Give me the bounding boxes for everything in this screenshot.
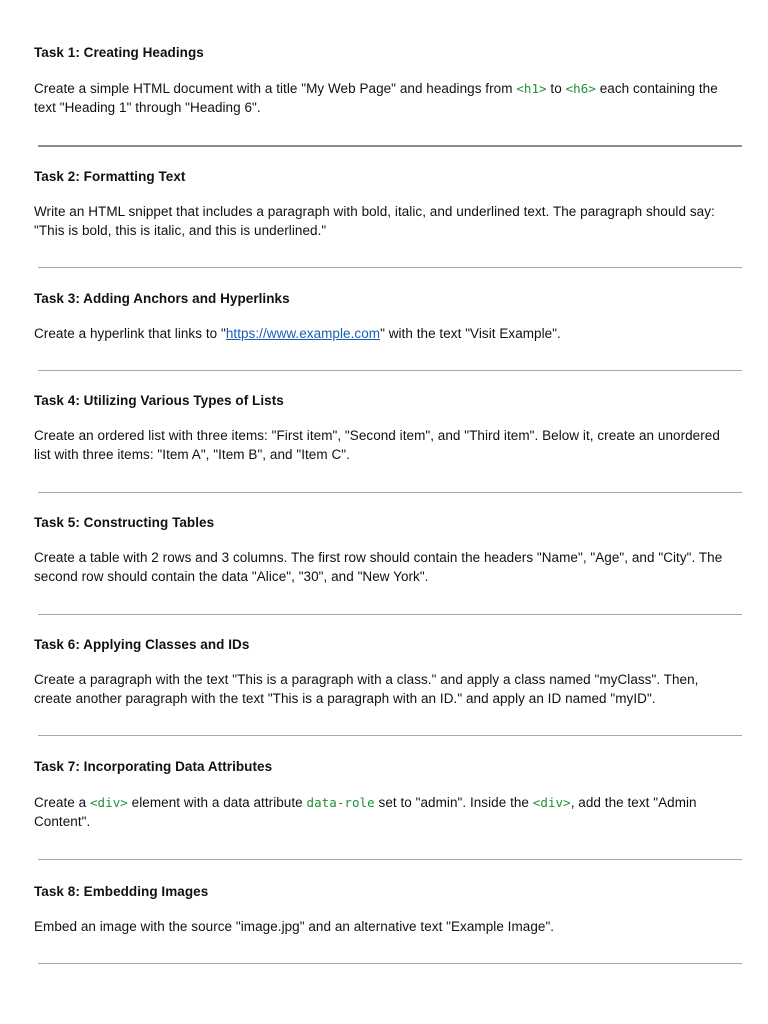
task-7-text-part: set to "admin". Inside the xyxy=(374,795,533,810)
task-1-text-part: to xyxy=(546,81,566,96)
task-8-description: Embed an image with the source "image.jpg" and an alternative text "Example Image". xyxy=(34,919,555,934)
task-6-title: Task 6: Applying Classes and IDs xyxy=(34,637,250,652)
task-2-title: Task 2: Formatting Text xyxy=(34,169,186,184)
divider xyxy=(38,963,742,964)
code-div: <div> xyxy=(532,795,571,810)
task-5-description: Create a table with 2 rows and 3 columns. The first row should contain the headers "Name", "Age", and "City". The second row should contain the data "Alice", "30", and "New York". xyxy=(34,550,723,584)
task-7-title: Task 7: Incorporating Data Attributes xyxy=(34,759,273,774)
code-div: <div> xyxy=(89,795,128,810)
task-7-description xyxy=(34,793,734,831)
task-8-title: Task 8: Embedding Images xyxy=(34,884,209,899)
task-7-text-part: element with a data attribute xyxy=(127,795,307,810)
task-6-description: Create a paragraph with the text "This is a paragraph with a class." and apply a class named "myClass". Then, create another paragraph with the text "This is a paragraph with an ID." and apply an ID named "myID". xyxy=(34,672,699,706)
task-6 xyxy=(34,636,734,706)
divider xyxy=(38,492,742,493)
task-5 xyxy=(34,514,734,584)
divider xyxy=(38,267,742,268)
task-2 xyxy=(34,168,734,238)
example-link[interactable]: https://www.example.com xyxy=(225,326,381,341)
divider xyxy=(38,735,742,736)
task-7-text-part: , add the text "Admin Content". xyxy=(34,795,697,829)
code-h6: <h6> xyxy=(565,81,596,96)
divider xyxy=(38,145,742,147)
divider xyxy=(38,370,742,371)
divider xyxy=(38,859,742,860)
task-1 xyxy=(34,44,734,115)
divider xyxy=(38,614,742,615)
task-3-description xyxy=(34,324,734,343)
task-3-text-part: Create a hyperlink that links to " xyxy=(34,326,226,341)
code-h1: <h1> xyxy=(516,81,547,96)
task-4 xyxy=(34,392,734,462)
task-1-title: Task 1: Creating Headings xyxy=(34,45,204,60)
task-7-text-part: Create a xyxy=(34,795,90,810)
task-8 xyxy=(34,883,734,934)
task-7 xyxy=(34,758,734,829)
task-1-text-part: Create a simple HTML document with a title "My Web Page" and headings from xyxy=(34,81,517,96)
task-1-text-part: each containing the text "Heading 1" through "Heading 6". xyxy=(34,81,718,115)
task-3-text-part: " with the text "Visit Example". xyxy=(380,326,561,341)
code-data-role: data-role xyxy=(306,795,375,810)
task-3 xyxy=(34,290,734,341)
task-2-description: Write an HTML snippet that includes a paragraph with bold, italic, and underlined text. The paragraph should say: "This is bold, this is italic, and this is underlined." xyxy=(34,204,715,238)
task-1-description xyxy=(34,79,734,117)
task-4-title: Task 4: Utilizing Various Types of Lists xyxy=(34,393,284,408)
task-3-title: Task 3: Adding Anchors and Hyperlinks xyxy=(34,291,290,306)
task-5-title: Task 5: Constructing Tables xyxy=(34,515,215,530)
task-4-description: Create an ordered list with three items: "First item", "Second item", and "Third item". Below it, create an unordered list with three items: "Item A", "Item B", and "Item C". xyxy=(34,428,720,462)
